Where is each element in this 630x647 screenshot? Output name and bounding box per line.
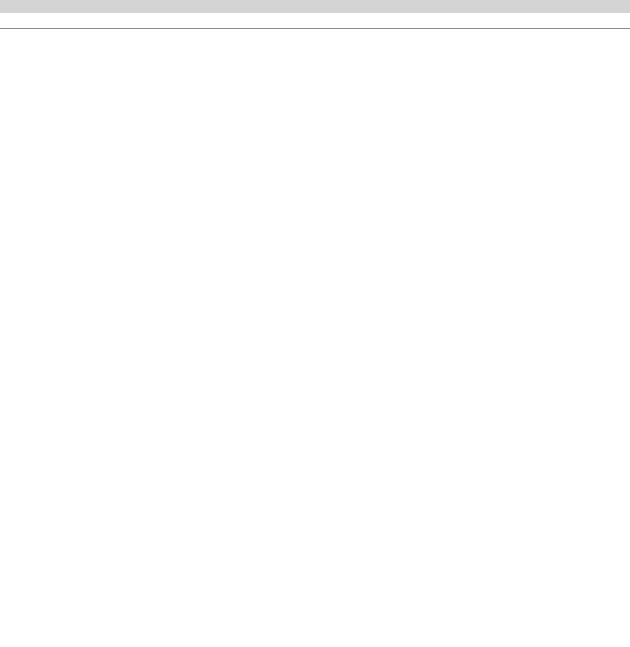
example-row [0, 13, 630, 29]
title-bar [0, 0, 630, 13]
